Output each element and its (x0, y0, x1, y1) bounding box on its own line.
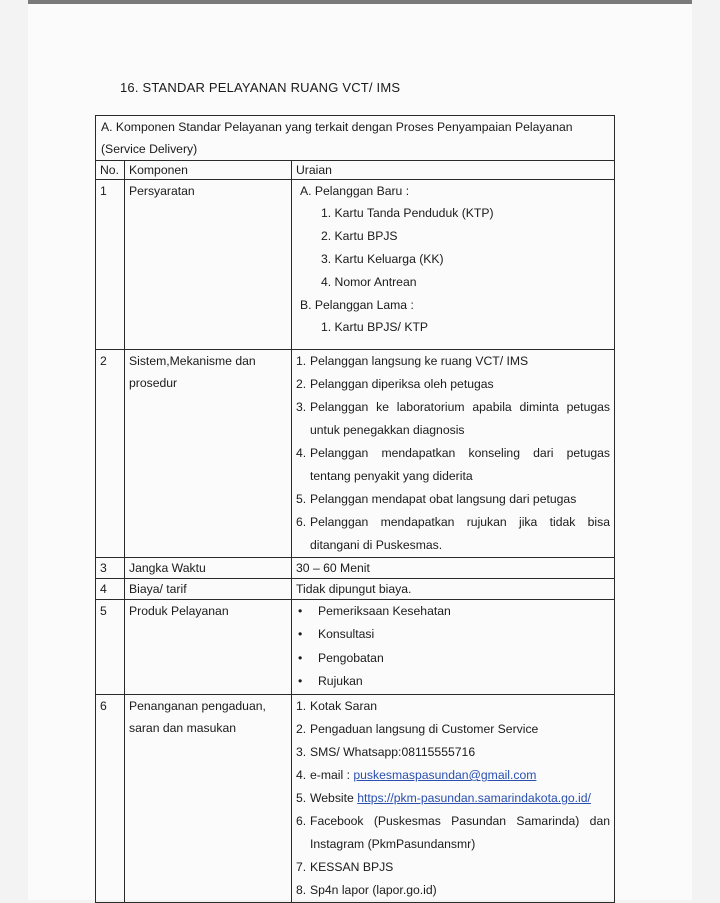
list-item: • Rujukan (296, 670, 610, 693)
list-item: 4. Pelanggan mendapatkan konseling dari petugas tentang penyakit yang diderita (296, 446, 610, 483)
list-item: 6. Facebook (Puskesmas Pasundan Samarinda) dan Instagram (PkmPasundansmr) (296, 814, 610, 851)
list-item: 2. Pelanggan diperiksa oleh petugas (296, 377, 494, 391)
header-no: No. (96, 161, 125, 180)
row-number: 2 (96, 350, 125, 558)
table-row (96, 180, 615, 350)
table-row (96, 350, 615, 558)
list-item: • Konsultasi (296, 623, 610, 646)
list-item: 2. Pengaduan langsung di Customer Service (296, 722, 539, 736)
section-a-title: A. Komponen Standar Pelayanan yang terkait dengan Proses Penyampaian Pelayanan (Service Delivery) (96, 116, 615, 161)
list-item: 1. Kartu BPJS/ KTP (321, 320, 429, 334)
row-description: Tidak dipungut biaya. (292, 579, 615, 600)
list-item: 5. Pelanggan mendapat obat langsung dari petugas (296, 492, 577, 506)
row-number: 4 (96, 579, 125, 600)
row-description (292, 350, 615, 558)
list-item: 3. Kartu Keluarga (KK) (321, 252, 444, 266)
list-item: 4. e-mail : puskesmaspasundan@gmail.com (296, 768, 537, 782)
row-description (292, 180, 615, 350)
list-item: • Pengobatan (296, 647, 610, 670)
website-link[interactable]: https://pkm-pasundan.samarindakota.go.id/ (357, 791, 591, 805)
row-component: Produk Pelayanan (125, 600, 292, 695)
row-description: 30 – 60 Menit (292, 558, 615, 579)
row-description (292, 695, 615, 903)
row-number: 3 (96, 558, 125, 579)
row-component: Penanganan pengaduan, saran dan masukan (125, 695, 292, 903)
row-component: Sistem,Mekanisme dan prosedur (125, 350, 292, 558)
list-item: 4. Nomor Antrean (321, 275, 417, 289)
row-number: 1 (96, 180, 125, 350)
bullet-icon: • (298, 650, 303, 665)
list-item: 8. Sp4n lapor (lapor.go.id) (296, 883, 437, 897)
table-row (96, 695, 615, 903)
list-item: 5. Website https://pkm-pasundan.samarindakota.go.id/ (296, 791, 591, 805)
document-title: 16. STANDAR PELAYANAN RUANG VCT/ IMS (120, 80, 401, 95)
sub-heading: B. Pelanggan Lama : (300, 298, 414, 312)
table-row (96, 558, 615, 579)
table-row (96, 579, 615, 600)
table-row (96, 600, 615, 695)
section-header-row (96, 116, 615, 161)
row-number: 5 (96, 600, 125, 695)
list-item: 1. Pelanggan langsung ke ruang VCT/ IMS (296, 354, 529, 368)
header-komponen: Komponen (125, 161, 292, 180)
list-item: 1. Kartu Tanda Penduduk (KTP) (321, 206, 494, 220)
bullet-icon: • (298, 627, 303, 642)
column-header-row (96, 161, 615, 180)
header-uraian: Uraian (292, 161, 615, 180)
service-standard-table (95, 115, 615, 903)
row-number: 6 (96, 695, 125, 903)
list-item: 7. KESSAN BPJS (296, 860, 394, 874)
list-item: 6. Pelanggan mendapatkan rujukan jika tidak bisa ditangani di Puskesmas. (296, 515, 610, 552)
bullet-icon: • (298, 604, 303, 618)
row-component: Persyaratan (125, 180, 292, 350)
list-item: 3. Pelanggan ke laboratorium apabila diminta petugas untuk penegakkan diagnosis (296, 400, 610, 437)
row-component: Biaya/ tarif (125, 579, 292, 600)
list-item: 2. Kartu BPJS (321, 229, 398, 243)
row-description (292, 600, 615, 695)
list-item: • Pemeriksaan Kesehatan (296, 600, 610, 623)
bullet-icon: • (298, 674, 303, 689)
list-item: 3. SMS/ Whatsapp:08115555716 (296, 745, 476, 759)
row-component: Jangka Waktu (125, 558, 292, 579)
email-link[interactable]: puskesmaspasundan@gmail.com (353, 768, 537, 782)
sub-heading: A. Pelanggan Baru : (300, 184, 410, 198)
list-item: 1. Kotak Saran (296, 699, 378, 713)
